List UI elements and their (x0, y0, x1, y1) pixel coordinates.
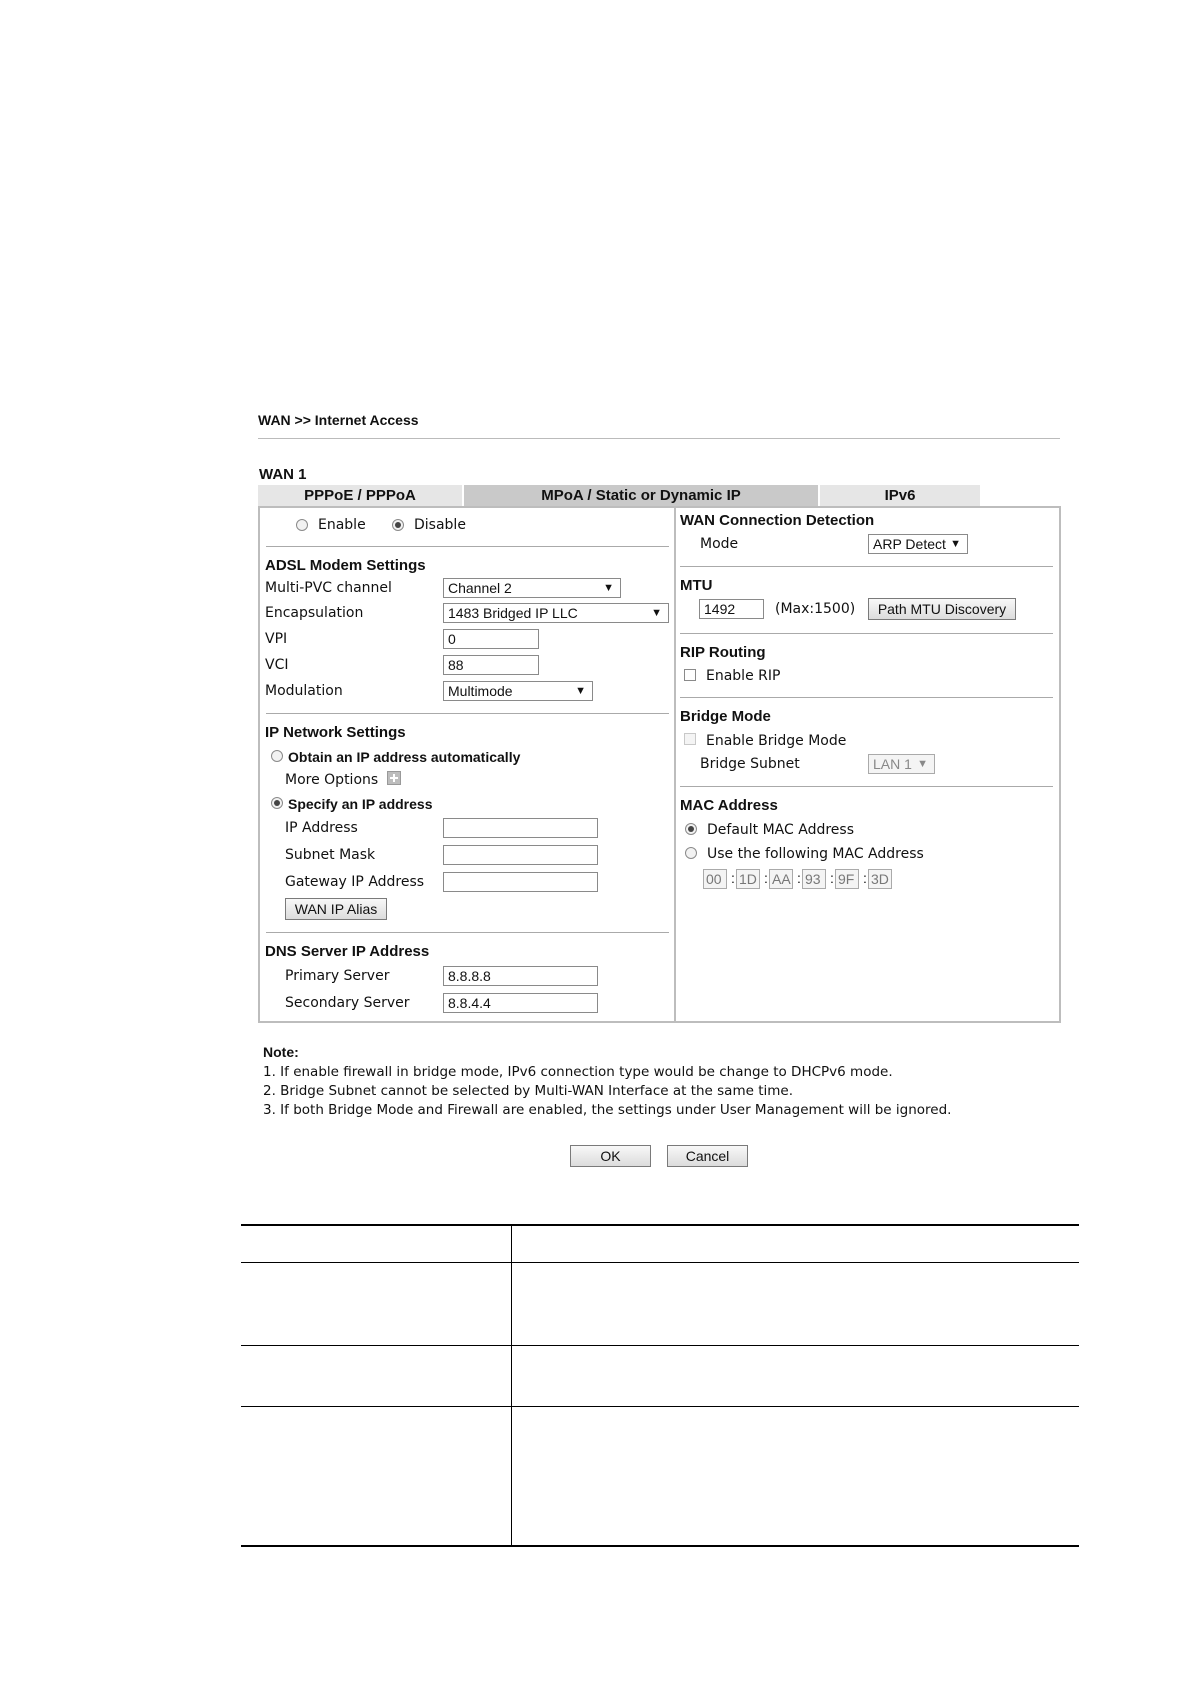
disable-label: Disable (414, 517, 466, 533)
note-line-3: 3. If both Bridge Mode and Firewall are enabled, the settings under User Management will be ignored. (263, 1102, 952, 1118)
vpi-label: VPI (265, 631, 288, 647)
chevron-down-icon: ▼ (603, 582, 614, 594)
encapsulation-select[interactable] (443, 603, 669, 623)
section-divider (680, 697, 1053, 698)
specify-ip-radio[interactable] (271, 797, 283, 809)
mac-octet-2[interactable]: 1D (736, 869, 760, 889)
rip-title: RIP Routing (680, 644, 766, 661)
cancel-button[interactable]: Cancel (667, 1145, 748, 1167)
note-line-2: 2. Bridge Subnet cannot be selected by Multi-WAN Interface at the same time. (263, 1083, 793, 1099)
note-line-1: 1. If enable firewall in bridge mode, IPv6 connection type would be change to DHCPv6 mode. (263, 1064, 893, 1080)
wan-title: WAN 1 (259, 466, 307, 483)
breadcrumb-divider (258, 438, 1060, 439)
section-divider (266, 713, 669, 714)
gateway-label: Gateway IP Address (285, 874, 425, 890)
tab-mpoa[interactable]: MPoA / Static or Dynamic IP (464, 485, 818, 506)
custom-mac-radio[interactable] (685, 847, 697, 859)
modulation-select[interactable] (443, 681, 593, 701)
wan-detection-title: WAN Connection Detection (680, 512, 875, 529)
dns-title: DNS Server IP Address (265, 943, 430, 960)
table-row-divider (241, 1262, 1079, 1263)
enable-bridge-label: Enable Bridge Mode (706, 733, 847, 749)
encapsulation-value: 1483 Bridged IP LLC (448, 605, 578, 621)
table-row-divider (241, 1406, 1079, 1407)
gateway-input[interactable] (443, 872, 598, 892)
enable-label: Enable (318, 517, 366, 533)
detect-mode-value: ARP Detect (873, 536, 946, 552)
table-bottom-border (241, 1545, 1079, 1547)
chevron-down-icon: ▼ (575, 685, 586, 697)
detect-mode-select[interactable] (868, 534, 968, 554)
panel-divider (674, 508, 676, 1021)
ip-network-title: IP Network Settings (265, 724, 406, 741)
modulation-label: Modulation (265, 683, 343, 699)
mac-separator: : (764, 870, 768, 886)
section-divider (680, 566, 1053, 567)
section-divider (680, 786, 1053, 787)
table-top-border (241, 1224, 1079, 1226)
bridge-subnet-select[interactable] (868, 754, 935, 774)
section-divider (680, 633, 1053, 634)
plus-icon[interactable] (387, 771, 401, 785)
enable-radio[interactable] (296, 519, 308, 531)
enable-bridge-checkbox[interactable] (684, 733, 696, 745)
mac-octet-5[interactable]: 9F (835, 869, 859, 889)
obtain-ip-radio[interactable] (271, 750, 283, 762)
wan-ip-alias-button[interactable]: WAN IP Alias (285, 898, 387, 920)
mtu-input[interactable]: 1492 (699, 599, 764, 619)
secondary-server-input[interactable]: 8.8.4.4 (443, 993, 598, 1013)
secondary-server-label: Secondary Server (285, 995, 410, 1011)
mode-label: Mode (700, 536, 739, 552)
encapsulation-label: Encapsulation (265, 605, 364, 621)
section-divider (266, 546, 669, 547)
mac-separator: : (797, 870, 801, 886)
mac-octet-6[interactable]: 3D (868, 869, 892, 889)
adsl-title: ADSL Modem Settings (265, 557, 426, 574)
bridge-mode-title: Bridge Mode (680, 708, 771, 725)
mtu-title: MTU (680, 577, 713, 594)
ip-address-label: IP Address (285, 820, 358, 836)
subnet-mask-label: Subnet Mask (285, 847, 376, 863)
default-mac-radio[interactable] (685, 823, 697, 835)
multi-pvc-value: Channel 2 (448, 580, 512, 596)
ok-button[interactable]: OK (570, 1145, 651, 1167)
specify-ip-label: Specify an IP address (288, 796, 433, 812)
primary-server-label: Primary Server (285, 968, 390, 984)
bridge-subnet-label: Bridge Subnet (700, 756, 800, 772)
disable-radio[interactable] (392, 519, 404, 531)
multi-pvc-select[interactable] (443, 578, 621, 598)
custom-mac-label: Use the following MAC Address (707, 846, 924, 862)
enable-rip-label: Enable RIP (706, 668, 781, 684)
chevron-down-icon: ▼ (950, 538, 961, 550)
mac-separator: : (731, 870, 735, 886)
modulation-value: Multimode (448, 683, 513, 699)
primary-server-input[interactable]: 8.8.8.8 (443, 966, 598, 986)
default-mac-label: Default MAC Address (707, 822, 854, 838)
path-mtu-discovery-button[interactable]: Path MTU Discovery (868, 598, 1016, 620)
mac-address-title: MAC Address (680, 797, 778, 814)
table-row-divider (241, 1345, 1079, 1346)
vci-input[interactable]: 88 (443, 655, 539, 675)
table-column-divider (511, 1224, 512, 1546)
more-options-label: More Options (285, 772, 379, 788)
enable-rip-checkbox[interactable] (684, 669, 696, 681)
vpi-input[interactable]: 0 (443, 629, 539, 649)
obtain-ip-label: Obtain an IP address automatically (288, 749, 521, 765)
mtu-max-label: (Max:1500) (775, 601, 856, 617)
chevron-down-icon: ▼ (917, 758, 928, 770)
note-title: Note: (263, 1044, 299, 1060)
mac-octet-4[interactable]: 93 (802, 869, 826, 889)
mac-octet-1[interactable]: 00 (703, 869, 727, 889)
ip-address-input[interactable] (443, 818, 598, 838)
chevron-down-icon: ▼ (651, 607, 662, 619)
breadcrumb: WAN >> Internet Access (258, 412, 419, 428)
section-divider (266, 932, 669, 933)
mac-separator: : (830, 870, 834, 886)
mac-octet-3[interactable]: AA (769, 869, 793, 889)
tab-ipv6[interactable]: IPv6 (820, 485, 980, 506)
subnet-mask-input[interactable] (443, 845, 598, 865)
mac-separator: : (863, 870, 867, 886)
multi-pvc-label: Multi-PVC channel (265, 580, 392, 596)
vci-label: VCI (265, 657, 289, 673)
bridge-subnet-value: LAN 1 (873, 756, 912, 772)
tab-pppoe[interactable]: PPPoE / PPPoA (258, 485, 462, 506)
